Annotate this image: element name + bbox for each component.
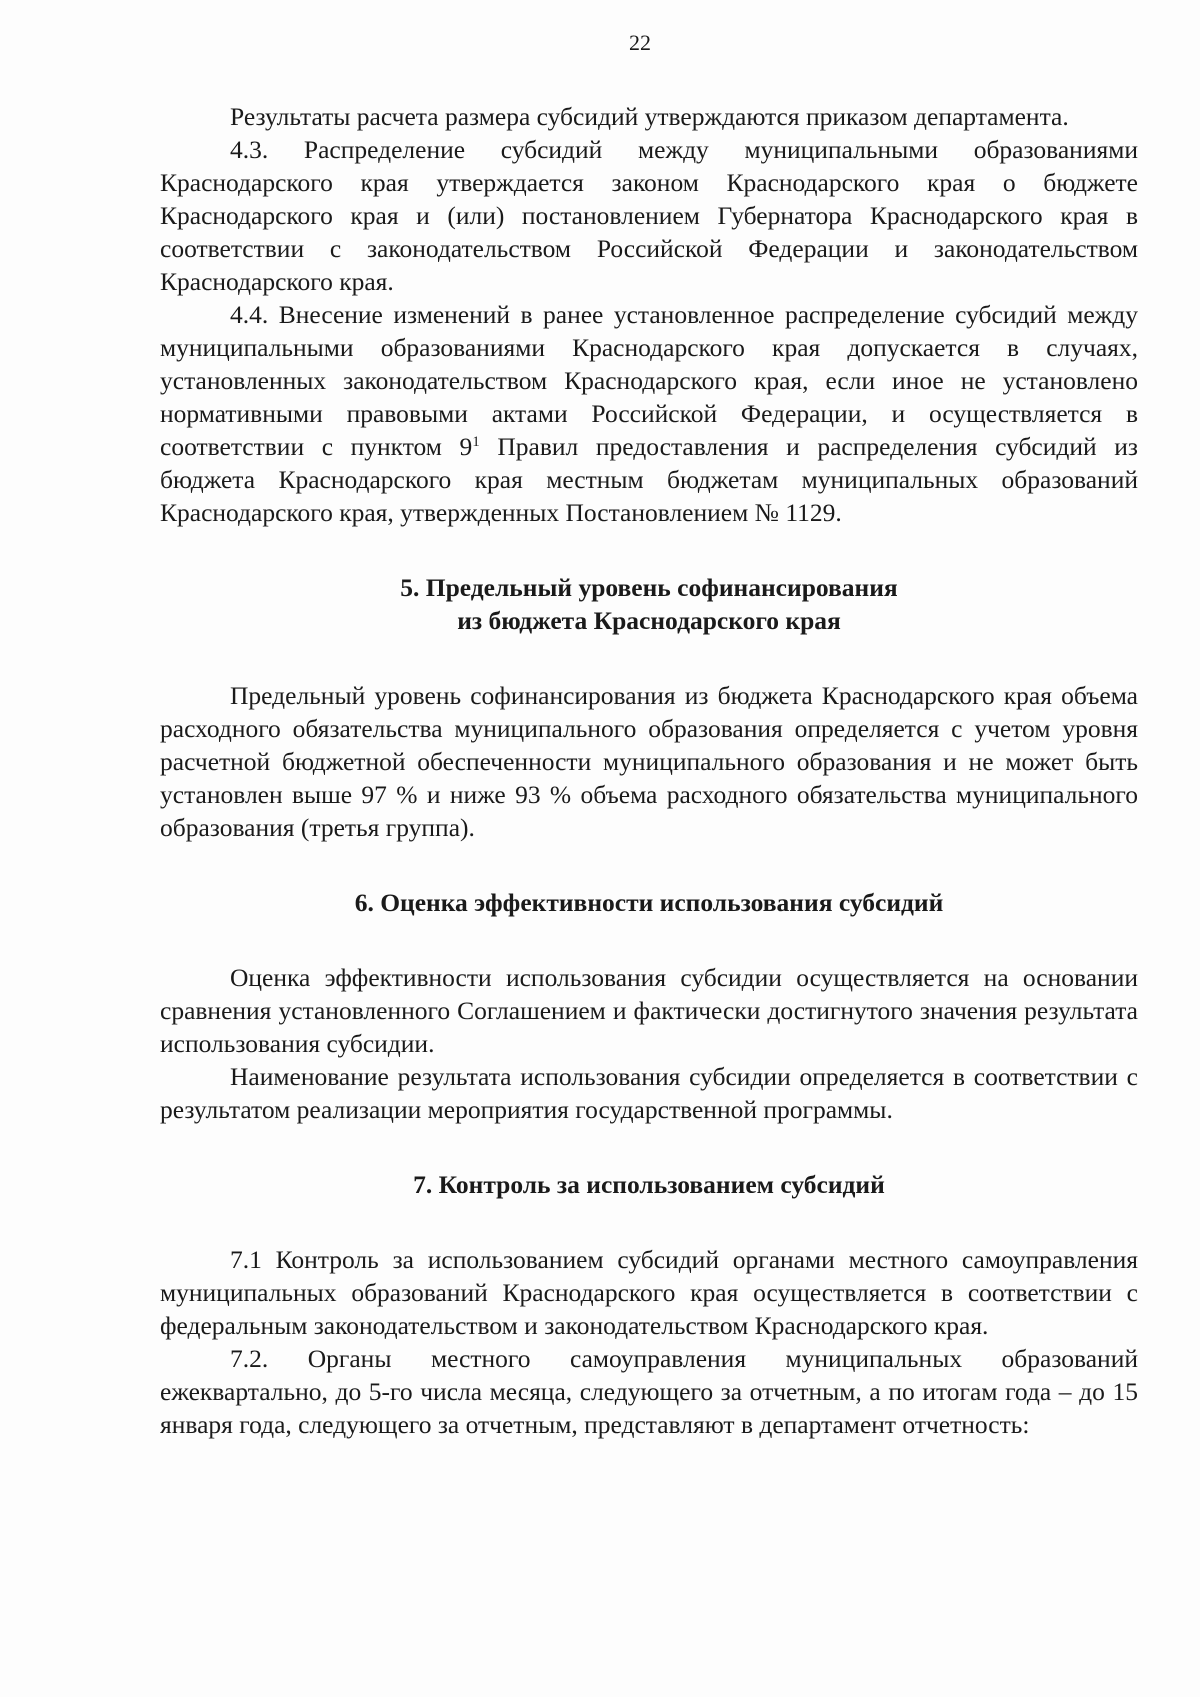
- section-6-paragraph-1: Оценка эффективности использования субсидии осуществляется на основании сравнения установленного Соглашением и фактически достигнутого значения результата использования субсидии.: [160, 963, 1138, 1058]
- paragraph-4-4: [160, 298, 1138, 529]
- section-6-heading: 6. Оценка эффективности использования субсидий: [354, 888, 944, 917]
- section-5-heading-line-1: 5. Предельный уровень софинансирования: [400, 573, 898, 602]
- paragraph-4-3: 4.3. Распределение субсидий между муниципальными образованиями Краснодарского края утверждается законом Краснодарского края о бюджете Краснодарского края и (или) постановлением Губернатора Краснодарского края в соответствии с законодательством Российской Федерации и законодательством Краснодарского края.: [160, 135, 1138, 296]
- page-number: 22: [629, 30, 651, 55]
- section-5-heading-line-2: из бюджета Краснодарского края: [457, 606, 841, 635]
- section-7-paragraph-1: 7.1 Контроль за использованием субсидий органами местного самоуправления муниципальных образований Краснодарского края осуществляется в соответствии с федеральным законодательством и законодательством Краснодарского края.: [160, 1245, 1138, 1340]
- section-7-heading: 7. Контроль за использованием субсидий: [413, 1170, 885, 1199]
- paragraph-4-4-text-b: Правил предоставления и распределения субсидий из бюджета Краснодарского края местным бюджетам муниципальных образований Краснодарского края, утвержденных Постановлением № 1129.: [160, 432, 1138, 527]
- section-5-paragraph: Предельный уровень софинансирования из бюджета Краснодарского края объема расходного обязательства муниципального образования определяется с учетом уровня расчетной бюджетной обеспеченности муниципального образования и не может быть установлен выше 97 % и ниже 93 % объема расходного обязательства муниципального образования (третья группа).: [160, 681, 1138, 842]
- section-7-paragraph-2: 7.2. Органы местного самоуправления муниципальных образований ежеквартально, до 5-го числа месяца, следующего за отчетным, а по итогам года – до 15 января года, следующего за отчетным, представляют в департамент отчетность:: [160, 1344, 1138, 1439]
- paragraph-results: Результаты расчета размера субсидий утверждаются приказом департамента.: [230, 102, 1069, 131]
- section-6-paragraph-2: Наименование результата использования субсидии определяется в соответствии с результатом реализации мероприятия государственной программы.: [160, 1062, 1138, 1124]
- footnote-superscript: 1: [472, 434, 480, 450]
- paragraph-4-4-text-a: 4.4. Внесение изменений в ранее установленное распределение субсидий между муниципальными образованиями Краснодарского края допускается в случаях, установленных законодательством Краснодарского края, если иное не установлено нормативными правовыми актами Российской Федерации, и осуществляется в соответствии с пунктом 9: [160, 300, 1138, 461]
- document-body: [160, 100, 1138, 1441]
